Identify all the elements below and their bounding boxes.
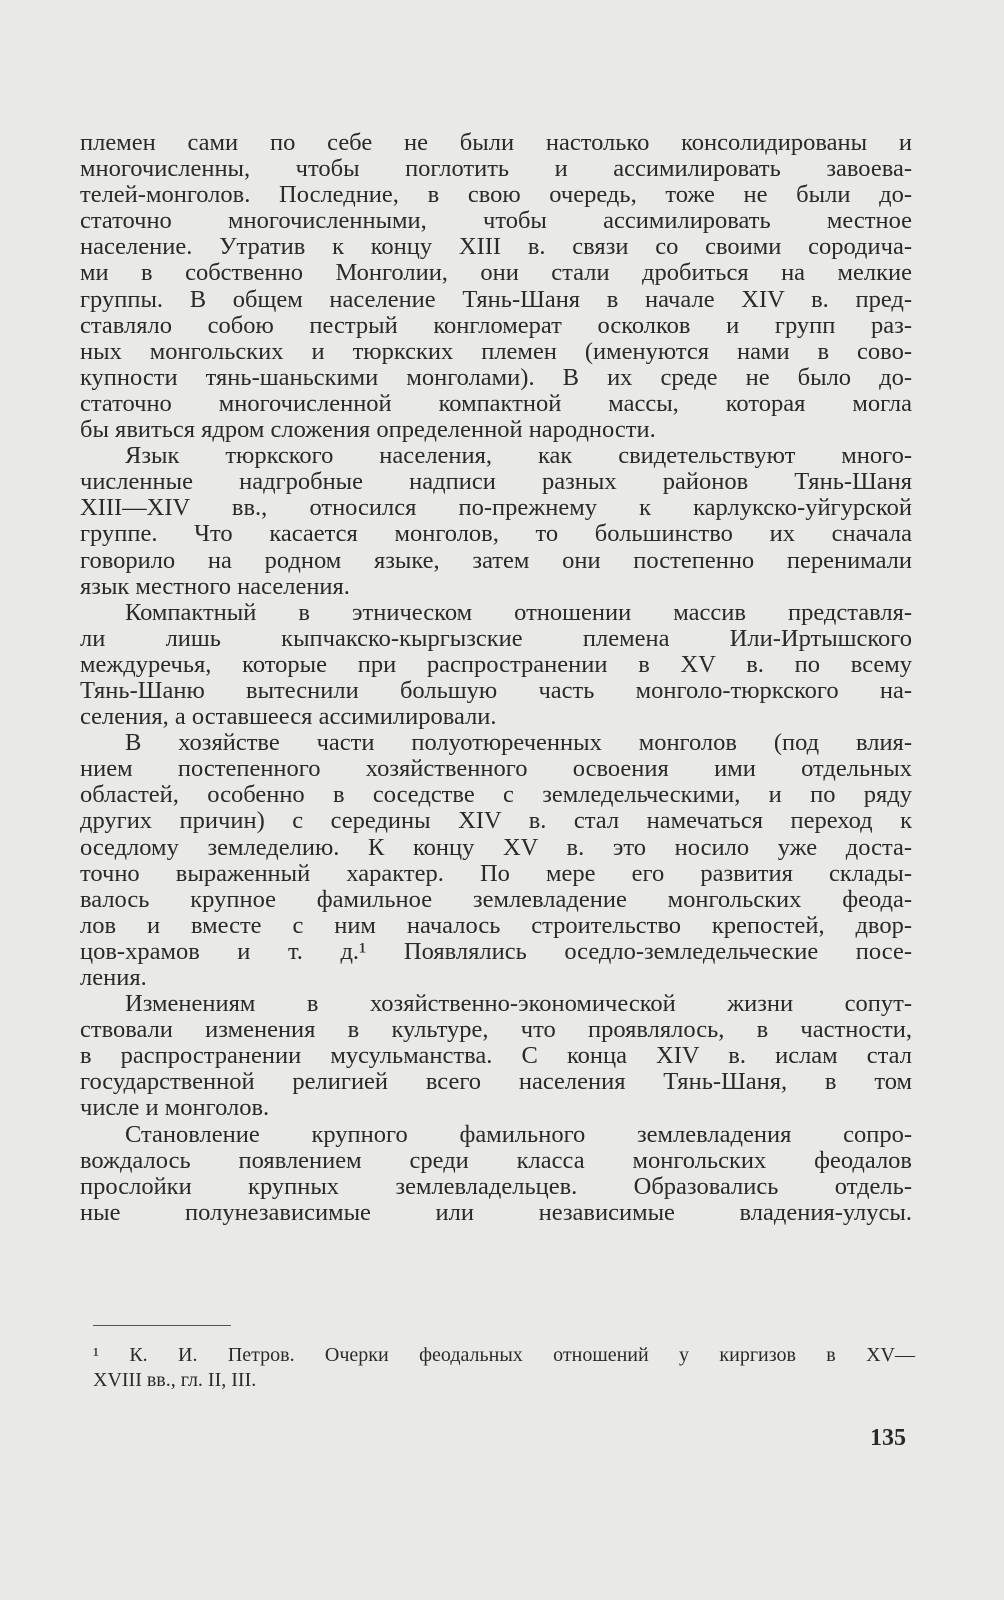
text-line: Тянь-Шаню вытеснили большую часть монголо-тюркского на- xyxy=(80,676,912,704)
paragraph-5 xyxy=(80,991,912,1121)
text-line: говорило на родном языке, затем они постепенно перенимали xyxy=(80,546,912,574)
text-line: государственной религией всего населения Тянь-Шаня, в том xyxy=(80,1068,912,1096)
text-line: язык местного населения. xyxy=(80,572,350,600)
text-line: ные полунезависимые или независимые владения-улусы. xyxy=(80,1198,912,1226)
text-line: телей-монголов. Последние, в свою очередь, тоже не были до- xyxy=(80,181,912,209)
footnote-line: ¹ К. И. Петров. Очерки феодальных отношений у киргизов в XV— xyxy=(93,1344,915,1366)
paragraph-2 xyxy=(80,443,912,600)
text-line: областей, особенно в соседстве с земледельческими, и по ряду xyxy=(80,781,912,809)
paragraph-1 xyxy=(80,130,912,443)
text-line: ли лишь кыпчакско-кыргызские племена Или-Иртышского xyxy=(80,624,912,652)
text-line: точно выраженный характер. По мере его развития склады- xyxy=(80,859,912,887)
text-line: бы явиться ядром сложения определенной народности. xyxy=(80,416,656,444)
text-line: селения, а оставшееся ассимилировали. xyxy=(80,703,497,731)
paragraph-6 xyxy=(80,1122,912,1226)
text-line: в распространении мусульманства. С конца XIV в. ислам стал xyxy=(80,1042,912,1070)
footnote-line: XVIII вв., гл. II, III. xyxy=(93,1369,257,1391)
text-line: Становление крупного фамильного землевладения сопро- xyxy=(125,1120,912,1148)
text-line: купности тянь-шаньскими монголами). В их среде не было до- xyxy=(80,363,912,391)
text-line: других причин) с середины XIV в. стал намечаться переход к xyxy=(80,807,912,835)
text-line: междуречья, которые при распространении в XV в. по всему xyxy=(80,650,912,678)
text-line: числе и монголов. xyxy=(80,1094,270,1122)
paragraph-4 xyxy=(80,730,912,991)
footnote-divider xyxy=(93,1325,231,1326)
text-line: лов и вместе с ним началось строительство крепостей, двор- xyxy=(80,911,912,939)
text-line: XIII—XIV вв., относился по-прежнему к карлукско-уйгурской xyxy=(80,494,912,522)
text-line: вождалось появлением среди класса монгольских феодалов xyxy=(80,1146,912,1174)
text-line: цов-храмов и т. д.¹ Появлялись оседло-земледельческие посе- xyxy=(80,937,912,965)
page-number: 135 xyxy=(870,1425,906,1451)
footnote xyxy=(93,1343,915,1393)
text-line: Изменениям в хозяйственно-экономической жизни сопут- xyxy=(125,990,912,1018)
text-line: ставляло собою пестрый конгломерат осколков и групп раз- xyxy=(80,311,912,339)
text-line: численные надгробные надписи разных районов Тянь-Шаня xyxy=(80,468,912,496)
text-line: Язык тюркского населения, как свидетельствуют много- xyxy=(125,442,912,470)
body-text xyxy=(80,130,912,1226)
text-line: валось крупное фамильное землевладение монгольских феода- xyxy=(80,885,912,913)
text-line: Компактный в этническом отношении массив представля- xyxy=(125,598,912,626)
text-line: нием постепенного хозяйственного освоения ими отдельных xyxy=(80,755,912,783)
text-line: ления. xyxy=(80,964,147,991)
text-line: прослойки крупных землевладельцев. Образовались отдель- xyxy=(80,1172,912,1200)
paragraph-3 xyxy=(80,600,912,730)
text-line: племен сами по себе не были настолько консолидированы и xyxy=(80,129,912,156)
text-line: оседлому земледелию. К концу XV в. это носило уже доста- xyxy=(80,833,912,861)
text-line: группы. В общем население Тянь-Шаня в начале XIV в. пред- xyxy=(80,285,912,313)
text-line: многочисленны, чтобы поглотить и ассимилировать завоева- xyxy=(80,155,912,183)
text-line: В хозяйстве части полуотюреченных монголов (под влия- xyxy=(125,729,912,757)
text-line: статочно многочисленной компактной массы, которая могла xyxy=(80,389,912,417)
text-line: ных монгольских и тюркских племен (именуются нами в сово- xyxy=(80,337,912,365)
text-line: ми в собственно Монголии, они стали дробиться на мелкие xyxy=(80,259,912,287)
text-line: статочно многочисленными, чтобы ассимилировать местное xyxy=(80,207,912,235)
text-line: группе. Что касается монголов, то большинство их сначала xyxy=(80,520,912,548)
text-line: ствовали изменения в культуре, что проявлялось, в частности, xyxy=(80,1016,912,1044)
text-line: население. Утратив к концу XIII в. связи со своими сородича- xyxy=(80,233,912,261)
